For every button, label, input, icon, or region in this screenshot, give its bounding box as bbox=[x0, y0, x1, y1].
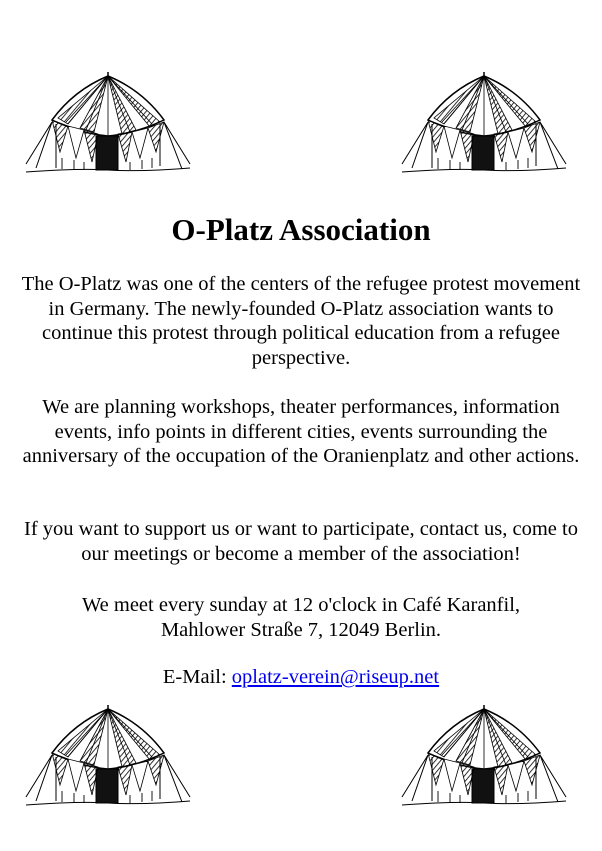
tent-icon bbox=[398, 72, 570, 182]
tent-icon bbox=[22, 705, 194, 815]
meeting-info bbox=[15, 593, 587, 642]
email-line bbox=[15, 665, 587, 690]
meeting-line-1: We meet every sunday at 12 o'clock in Café Karanfil, bbox=[81, 594, 521, 616]
tent-icon bbox=[22, 72, 194, 182]
page-title: O-Platz Association bbox=[171, 212, 431, 247]
support-paragraph: If you want to support us or want to participate, contact us, come to our meetings or become a member of the association! bbox=[24, 518, 578, 565]
email-link[interactable]: oplatz-verein@riseup.net bbox=[231, 666, 440, 688]
email-label: E-Mail: bbox=[162, 666, 232, 688]
tent-icon bbox=[398, 705, 570, 815]
meeting-line-2: Mahlower Straße 7, 12049 Berlin. bbox=[160, 618, 442, 641]
intro-paragraph: The O-Platz was one of the centers of the refugee protest movement in Germany. The newly-founded O-Platz association wants to continue this protest through political education from a refugee perspective. bbox=[21, 273, 581, 369]
plans-paragraph: We are planning workshops, theater performances, information events, info points in different cities, events surrounding the anniversary of the occupation of the Oranienplatz and other actions. bbox=[22, 396, 580, 467]
